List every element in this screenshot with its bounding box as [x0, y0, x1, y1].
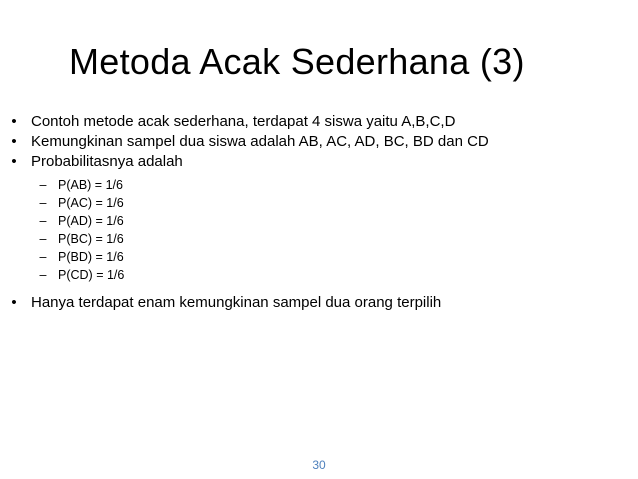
- sub-bullet-marker: –: [39, 214, 47, 228]
- sub-bullet-item: [0, 248, 630, 266]
- bullet-text: Contoh metode acak sederhana, terdapat 4 siswa yaitu A,B,C,D: [31, 113, 456, 130]
- bullet-text: Hanya terdapat enam kemungkinan sampel dua orang terpilih: [31, 294, 442, 311]
- sub-bullet-text: P(AB) = 1/6: [58, 178, 123, 192]
- sub-bullet-text: P(CD) = 1/6: [58, 268, 125, 282]
- sub-bullet-text: P(BD) = 1/6: [58, 250, 124, 264]
- sub-bullet-item: [0, 212, 630, 230]
- bullet-marker: •: [11, 153, 17, 170]
- sub-bullet-list: [0, 176, 630, 284]
- bullet-item: [0, 132, 630, 152]
- bullet-marker: •: [11, 294, 17, 311]
- sub-bullet-marker: –: [39, 250, 47, 264]
- bullet-text: Probabilitasnya adalah: [31, 153, 183, 170]
- sub-bullet-marker: –: [39, 178, 47, 192]
- bullet-item: [0, 112, 630, 132]
- bullet-item: [0, 152, 630, 172]
- sub-bullet-marker: –: [39, 196, 47, 210]
- sub-bullet-item: [0, 176, 630, 194]
- sub-bullet-marker: –: [39, 232, 47, 246]
- sub-bullet-item: [0, 266, 630, 284]
- bullet-marker: •: [11, 133, 17, 150]
- bullet-item-final: [0, 293, 638, 313]
- sub-bullet-text: P(BC) = 1/6: [58, 232, 124, 246]
- slide-title: Metoda Acak Sederhana (3): [69, 41, 525, 82]
- sub-bullet-item: [0, 194, 630, 212]
- sub-bullet-item: [0, 230, 630, 248]
- sub-bullet-marker: –: [39, 268, 47, 282]
- bullet-text: Kemungkinan sampel dua siswa adalah AB, AC, AD, BC, BD dan CD: [31, 133, 489, 150]
- bullet-marker: •: [11, 113, 17, 130]
- bullet-list: [0, 112, 630, 172]
- page-number: 30: [312, 458, 326, 472]
- sub-bullet-text: P(AC) = 1/6: [58, 196, 124, 210]
- sub-bullet-text: P(AD) = 1/6: [58, 214, 124, 228]
